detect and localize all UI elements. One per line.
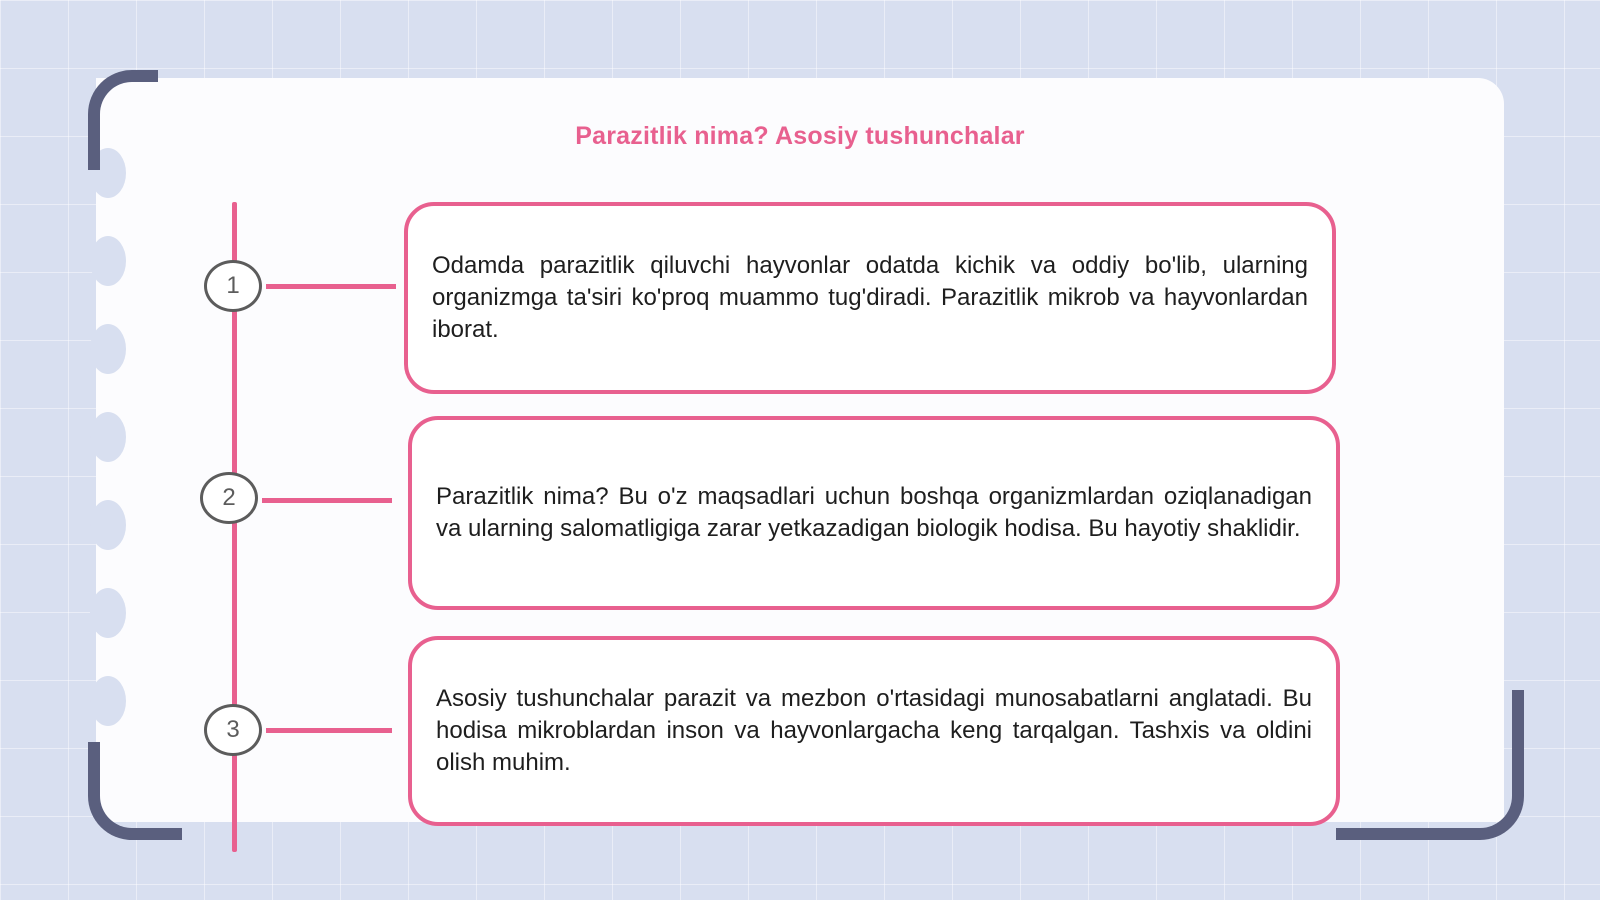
timeline-connector (266, 284, 396, 289)
frame-corner-bottom-left (88, 742, 182, 840)
slide-title: Parazitlik nima? Asosiy tushunchalar (575, 122, 1025, 150)
step-number-1 (204, 260, 262, 312)
frame-corner-bottom-right (1336, 690, 1524, 840)
step-text: Parazitlik nima? Bu o'z maqsadlari uchun boshqa organizmlardan oziqlanadigan va ularning salomatligiga zarar yetkazadigan biologik hodisa. Bu hayotiy shaklidir. (436, 483, 1312, 542)
timeline-connector (266, 728, 392, 733)
step-card-1 (404, 202, 1336, 394)
step-number-2 (200, 472, 258, 524)
page-edge-scallop (90, 676, 126, 726)
frame-corner-top-left (88, 70, 158, 170)
page-edge-scallop (90, 588, 126, 638)
step-number-label: 2 (222, 484, 236, 511)
page-edge-scallop (90, 500, 126, 550)
step-text: Odamda parazitlik qiluvchi hayvonlar odatda kichik va oddiy bo'lib, ularning organizmga ta'siri ko'proq muammo tug'diradi. Parazitlik mikrob va hayvonlardan iborat. (432, 252, 1308, 343)
step-number-3 (204, 704, 262, 756)
step-number-label: 3 (226, 716, 240, 743)
step-card-3 (408, 636, 1340, 826)
page-edge-scallop (90, 324, 126, 374)
page-edge-scallop (90, 236, 126, 286)
page-edge-scallop (90, 412, 126, 462)
step-text: Asosiy tushunchalar parazit va mezbon o'rtasidagi munosabatlarni anglatadi. Bu hodisa mikroblardan inson va hayvonlargacha keng tarqalgan. Tashxis va oldini olish muhim. (436, 685, 1312, 776)
timeline-connector (262, 498, 392, 503)
step-number-label: 1 (226, 272, 240, 299)
step-card-2 (408, 416, 1340, 610)
